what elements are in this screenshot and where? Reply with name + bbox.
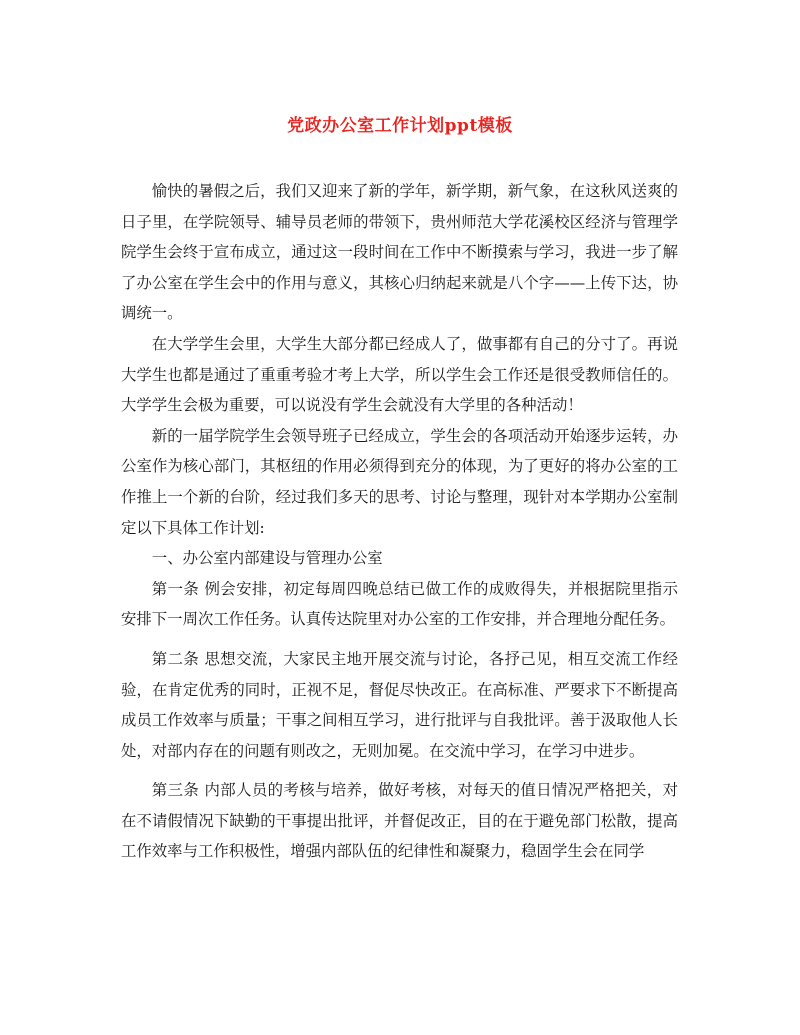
document-body <box>121 176 678 867</box>
document-title: 党政办公室工作计划ppt模板 <box>287 116 513 136</box>
paragraph-new-leadership: 新的一届学院学生会领导班子已经成立，学生会的各项活动开始逐步运转，办公室作为核心部门，其枢纽的作用必须得到充分的体现，为了更好的将办公室的工作推上一个新的台阶，经过我们多天的思考、讨论与整理，现针对本学期办公室制定以下具体工作计划: <box>121 426 678 537</box>
section-heading: 一、办公室内部建设与管理办公室 <box>151 549 383 568</box>
paragraph-article-3: 第三条 内部人员的考核与培养，做好考核，对每天的值日情况严格把关，对在不请假情况下缺勤的干事提出批评，并督促改正，目的在于避免部门松散，提高工作效率与工作积极性，增强内部队伍的纪律性和凝聚力，稳固学生会在同学 <box>121 781 678 861</box>
paragraph-intro: 愉快的暑假之后，我们又迎来了新的学年，新学期，新气象，在这秋风送爽的日子里，在学院领导、辅导员老师的带领下，贵州师范大学花溪校区经济与管理学院学生会终于宣布成立，通过这一段时间在工作中不断摸索与学习，我进一步了解了办公室在学生会中的作用与意义，其核心归纳起来就是八个字——上传下达，协调统一。 <box>121 182 678 323</box>
paragraph-article-2: 第二条 思想交流，大家民主地开展交流与讨论，各抒己见，相互交流工作经验，在肯定优秀的同时，正视不足，督促尽快改正。在高标准、严要求下不断提高成员工作效率与质量；干事之间相互学习，进行批评与自我批评。善于汲取他人长处，对部内存在的问题有则改之，无则加冕。在交流中学习，在学习中进步。 <box>121 649 678 760</box>
paragraph-article-1: 第一条 例会安排，初定每周四晚总结已做工作的成败得失，并根据院里指示安排下一周次工作任务。认真传达院里对办公室的工作安排，并合理地分配任务。 <box>121 579 678 629</box>
paragraph-student-union: 在大学学生会里，大学生大部分都已经成人了，做事都有自己的分寸了。再说大学生也都是通过了重重考验才考上大学，所以学生会工作还是很受教师信任的。大学学生会极为重要，可以说没有学生会就没有大学里的各种活动！ <box>121 334 678 415</box>
